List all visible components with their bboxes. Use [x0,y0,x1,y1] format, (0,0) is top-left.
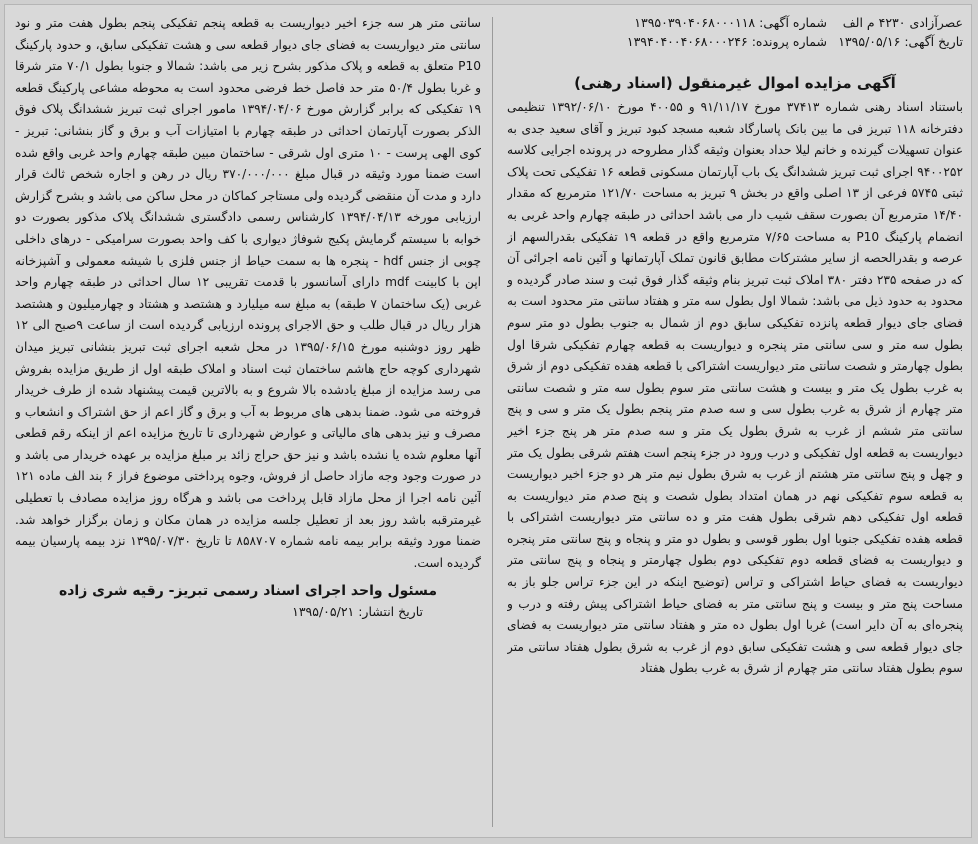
publish-date: تاریخ انتشار: ۱۳۹۵/۰۵/۲۱ [292,604,423,620]
ad-date: تاریخ آگهی: ۱۳۹۵/۰۵/۱۶ [838,34,963,49]
header-meta-left [507,13,827,51]
right-column [507,13,963,835]
signature: مسئول واحد اجرای اسناد رسمی تبریز- رقیه شری زاده [58,583,438,600]
body-text-left: سانتی متر هر سه جزء اخیر دیواریست به قطعه پنجم تفکیکی پنجم بطول هفت متر و نود سانتی متر دیواریست به فضای جای دیوار قطعه سی و هشت تفکیکی سابق، و حدود پارکینگ P10 متعلق به قطعه و پلاک مذکور بشرح زیر می باشد: شمالا و جنوبا بطول ۷۰/۱ متر شرقا و غربا بطول ۵۰/۴ متر حد فاصل خط فرضی محدود است به محوطه مشاعی پارکینگ قطعه ۱۹ تفکیکی که برابر گزارش مورخ ۱۳۹۴/۰۴/۰۶ مامور اجرای ثبت تبریز ششدانگ پلاک فوق الذکر بصورت آپارتمان احداثی در طبقه چهارم با امتیازات آب و برق و گاز بنشانی: تبریز - کوی الهی پرست - ۱۰ متری اول شرقی - ساختمان مبین طبقه چهارم واحد غربی واقع شده است ضمنا مورد وثیقه در قبال مبلغ ۳۷۰/۰۰۰/۰۰۰ ریال در رهن و اجاره شخص ثالث قرار دارد و مدت آن منقضی گردیده ولی مستاجر کماکان در محل ساکن می باشد و بشرح گزارش ارزیابی مورخه ۱۳۹۴/۰۴/۱۳ کارشناس رسمی دادگستری ششدانگ پلاک مذکور بصورت دو خوابه با سیستم گرمایش پکیج شوفاژ دیواری با کف واحد بصورت سرامیکی - درهای داخلی چوبی از جنس hdf - پنجره ها به سمت حیاط از جنس فلزی با شیشه معمولی و آشپزخانه اپن با کابینت mdf دارای آسانسور با قدمت تقریبی ۱۲ سال احداثی در طبقه چهارم واحد غربی (یک ساختمان ۷ طبقه) به مبلغ سه میلیارد و هشتصد و هشتاد و چهارمیلیون و هشتصد هزار ریال در قبال طلب و حق الاجرای پرونده ارزیابی گردیده است از ساعت ۹صبح الی ۱۲ ظهر روز دوشنبه مورخ ۱۳۹۵/۰۶/۱۵ در محل شعبه اجرای ثبت تبریز بنشانی تبریز میدان شهرداری کوچه حاج هاشم ساختمان ثبت اسناد و املاک طبقه اول از طریق مزایده بفروش می رسد مزایده از مبلغ یادشده بالا شروع و به بالاترین قیمت پیشنهاد شده از طرف خریدار فروخته می شود. ضمنا بدهی های مربوط به آب و برق و گاز اعم از حق اشتراک و انشعاب و مصرف و نیز بدهی های مالیاتی و عوارض شهرداری تا تاریخ مزایده اعم از اینکه رقم قطعی آنها معلوم شده یا نشده باشد و نیز حق حراج زائد بر مبلغ مزایده بر عهده خریدار می باشد و در صورت وجود وجه مازاد حاصل از فروش، وجوه پرداختی موضوع فراز ۶ بند الف ماده ۱۲۱ آئین نامه اجرا از محل مازاد قابل پرداخت می باشد و هرگاه روز مزایده مصادف با تعطیلی غیرمترقبه باشد روز بعد از تعطیل جلسه مزایده در همان مکان و زمان برگزار خواهد شد. ضمنا مورد وثیقه برابر بیمه نامه شماره ۸۵۸۷۰۷ تا تاریخ ۱۳۹۵/۰۷/۳۰ نزد بیمه پارسیان بیمه گردیده است. [15,16,481,570]
newspaper-clipping [4,4,972,838]
column-divider [492,17,493,827]
file-number: شماره پرونده: ۱۳۹۴۰۴۰۰۴۰۶۸۰۰۰۲۴۶ [626,34,827,49]
ad-header [507,13,963,71]
ad-title: آگهی مزایده اموال غیرمنقول (اسناد رهنی) [574,74,896,92]
left-column [15,13,481,835]
ad-number: شماره آگهی: ۱۳۹۵۰۳۹۰۴۰۶۸۰۰۰۱۱۸ [634,15,827,30]
newspaper-ref: عصرآزادی ۴۲۳۰ م الف [842,15,963,30]
header-meta-right [833,13,963,51]
body-text-right: باستناد اسناد رهنی شماره ۳۷۴۱۳ مورخ ۹۱/۱۱/۱۷ و ۴۰۰۵۵ مورخ ۱۳۹۲/۰۶/۱۰ تنظیمی دفترخانه ۱۱۸ تبریز فی ما بین بانک پاسارگاد شعبه مسجد کبود تبریز و آقای سعید جدی به عنوان تسهیلات گیرنده و خانم لیلا حداد بعنوان وثیقه گذار مطروحه در پرونده اجرایی کلاسه ۹۴۰۰۲۵۲ اجرای ثبت تبریز ششدانگ یک باب آپارتمان مسکونی قطعه ۱۶ تفکیکی تحت پلاک ثبتی ۵۷۴۵ فرعی از ۱۳ اصلی واقع در بخش ۹ تبریز به مساحت ۱۲۱/۷۰ مترمربع که مقدار ۱۴/۴۰ مترمربع آن بصورت سقف شیب دار می باشد احداثی در طبقه چهارم واحد غربی به انضمام پارکینگ P10 به مساحت ۷/۶۵ مترمربع واقع در قطعه ۱۹ تفکیکی بقدرالسهم از عرصه و بقدرالحصه از سایر مشترکات مطابق قانون تملک آپارتمانها و آئین نامه اجرائی آن که در صفحه ۲۳۵ دفتر ۳۸۰ املاک ثبت تبریز بنام وثیقه گذار فوق ثبت و سند صادر گردیده و محدود به حدود ذیل می باشد: شمالا اول بطول سه متر و هفتاد سانتی متر محدود است به فضای جای دیوار قطعه پانزده تفکیکی سابق دوم از شمال به جنوب بطول دو متر سوم بطول سه متر و سی سانتی متر پنجره و دیواریست به قطعه چهارم تفکیکی شرقا اول بطول چهارمتر و شصت سانتی متر دیواریست اشتراکی با قطعه هفده تفکیکی دوم از شرق به غرب بطول یک متر و بیست و هشت سانتی متر سوم بطول سه متر و شصت سانتی متر چهارم از شرق به غرب بطول سی و سه صدم متر پنجم بطول یک متر و سی و پنج سانتی متر ششم از غرب به شرق بطول یک متر و سه صدم متر هر پنج جزء اخیر دیواریست به قطعه اول تفکیکی و درب ورود در جزء پنجم است هفتم شرقی بطول یک متر و چهل و پنج سانتی متر هشتم از غرب به شرق بطول نیم متر هر دو جزء اخیر دیواریست به قطعه سوم تفکیکی نهم در همان امتداد بطول شصت و پنج صدم متر دیواریست به قطعه اول تفکیکی دهم شرقی بطول هفت متر و ده سانتی متر دیواریست اشتراکی با قطعه هفده تفکیکی جنوبا اول بطور قوسی و بطول دو متر و پنجاه و پنج سانتی متر پنجره و دیواریست به فضای قطعه دوم تفکیکی دوم بطول چهارمتر و پنجاه و پنج سانتی متر دیواریست به فضای حیاط اشتراکی و تراس (توضیح اینکه در این جزء تراس جلو باز به مساحت پنج متر و بیست و پنج سانتی متر به فضای حیاط اشتراکی پیش رفته و درب و پنجره‌ای به آن دایر است) غربا اول بطول ده متر و هفتاد سانتی متر دیواریست به فضای جای دیوار قطعه سی و هشت تفکیکی سابق دوم از غرب به شرق بطول هفتاد سانتی متر سوم بطول هفتاد سانتی متر چهارم از شرق به غرب بطول هفتاد [507,100,963,676]
